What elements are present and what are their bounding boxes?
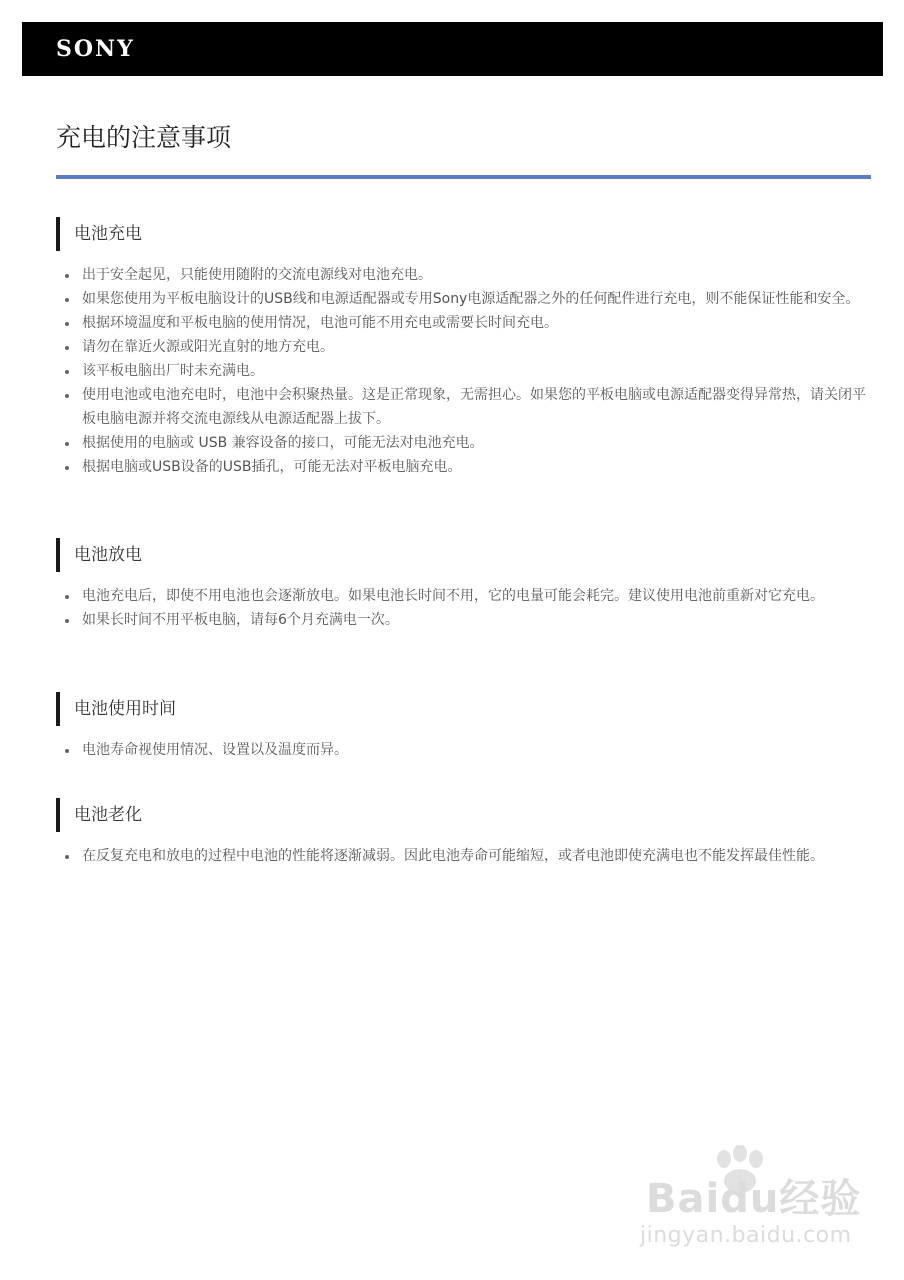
page-title: 充电的注意事项 [56,123,232,152]
section-battery-life [56,692,871,762]
list-item: 使用电池或电池充电时，电池中会积聚热量。这是正常现象，无需担心。如果您的平板电脑或电源适配器变得异常热，请关闭平板电脑电源并将交流电源线从电源适配器上拔下。 [56,383,871,431]
top-bar [22,22,883,76]
watermark-logo: Baidu经验 [646,1176,862,1222]
list-item: 出于安全起见，只能使用随附的交流电源线对电池充电。 [56,263,871,287]
watermark-url: jingyan.baidu.com [640,1223,852,1248]
list-item: 请勿在靠近火源或阳光直射的地方充电。 [56,335,871,359]
section-heading: 电池放电 [56,538,871,572]
baidu-watermark [640,1145,870,1255]
list-item: 该平板电脑出厂时未充满电。 [56,359,871,383]
item-list [56,584,871,632]
item-list [56,844,871,868]
sony-logo: SONY [56,36,135,62]
section-battery-charging [56,217,871,479]
section-battery-aging [56,798,871,868]
section-battery-discharging [56,538,871,632]
list-item: 电池寿命视使用情况、设置以及温度而异。 [56,738,871,762]
list-item: 在反复充电和放电的过程中电池的性能将逐渐减弱。因此电池寿命可能缩短，或者电池即使充满电也不能发挥最佳性能。 [56,844,871,868]
title-divider [56,175,871,179]
section-heading: 电池老化 [56,798,871,832]
list-item: 根据使用的电脑或 USB 兼容设备的接口，可能无法对电池充电。 [56,431,871,455]
list-item: 如果长时间不用平板电脑，请每6个月充满电一次。 [56,608,871,632]
list-item: 如果您使用为平板电脑设计的USB线和电源适配器或专用Sony电源适配器之外的任何配件进行充电，则不能保证性能和安全。 [56,287,871,311]
list-item: 根据环境温度和平板电脑的使用情况，电池可能不用充电或需要长时间充电。 [56,311,871,335]
item-list [56,263,871,479]
list-item: 根据电脑或USB设备的USB插孔，可能无法对平板电脑充电。 [56,455,871,479]
item-list [56,738,871,762]
list-item: 电池充电后，即使不用电池也会逐渐放电。如果电池长时间不用，它的电量可能会耗完。建议使用电池前重新对它充电。 [56,584,871,608]
section-heading: 电池使用时间 [56,692,871,726]
section-heading: 电池充电 [56,217,871,251]
